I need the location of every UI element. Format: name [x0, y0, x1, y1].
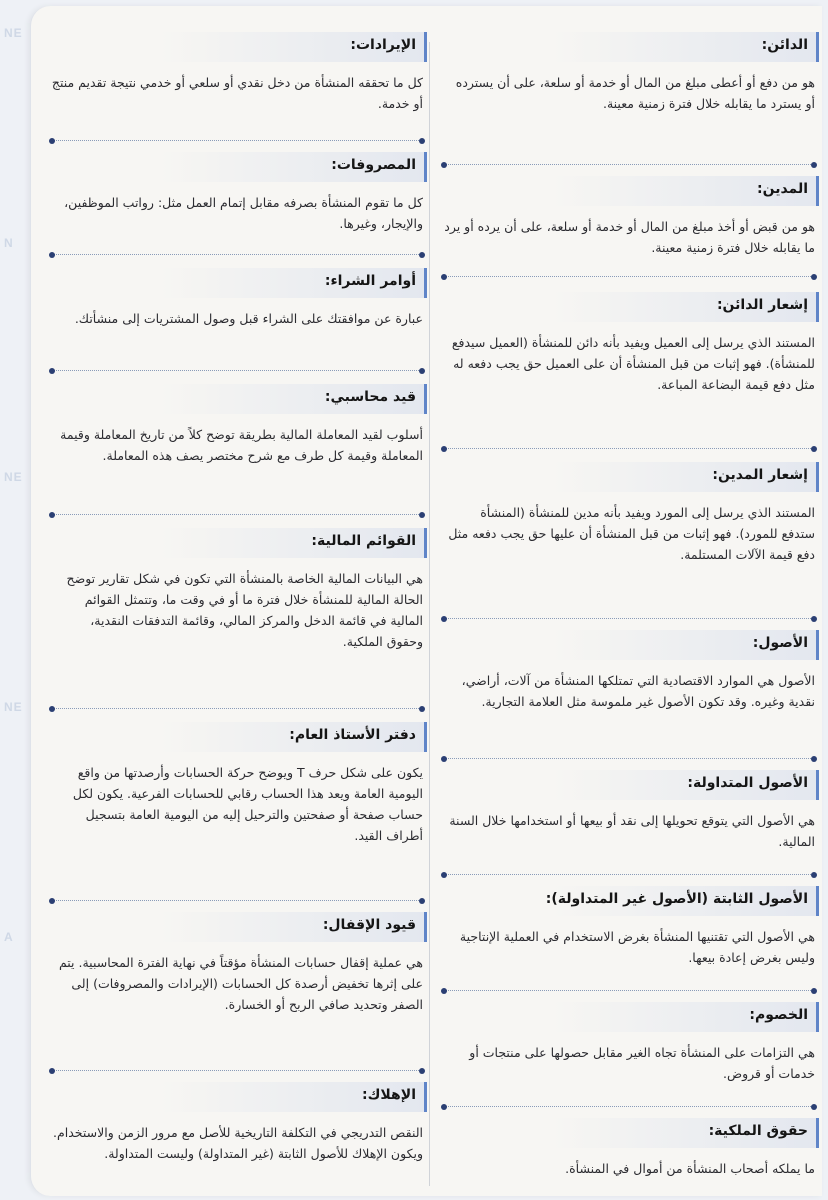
- term-heading: [47, 152, 427, 182]
- glossary-entry-liabilities: [439, 1002, 819, 1112]
- term-title: قيود الإقفال:: [322, 917, 416, 933]
- entry-separator: [443, 758, 815, 759]
- glossary-entry-assets: [439, 630, 819, 764]
- entry-separator: [443, 448, 815, 449]
- term-title: الدائن:: [761, 37, 808, 53]
- term-heading: [439, 630, 819, 660]
- term-heading: [47, 1082, 427, 1112]
- glossary-entry-journal-entry: [47, 384, 427, 520]
- term-definition: هي التزامات على المنشأة تجاه الغير مقابل حصولها على منتجات أو خدمات أو قروض.: [469, 1045, 815, 1081]
- term-definition: هو من دفع أو أعطى مبلغ من المال أو خدمة أو سلعة، على أن يسترده أو يسترد ما يقابله خلال فترة زمنية معينة.: [455, 75, 815, 111]
- term-title: المصروفات:: [331, 157, 416, 173]
- term-heading: [439, 886, 819, 916]
- term-definition: النقص التدريجي في التكلفة التاريخية للأصل مع مرور الزمن والاستخدام. ويكون الإهلاك للأصول الثابتة (غير المتداولة) وليست المتداولة.: [53, 1125, 423, 1161]
- term-definition: ما يملكه أصحاب المنشأة من أموال في المنشأة.: [565, 1161, 815, 1176]
- term-heading: [439, 292, 819, 322]
- term-definition: الأصول هي الموارد الاقتصادية التي تمتلكها المنشأة من آلات، أراضي، نقدية وغيره. وقد تكون الأصول غير ملموسة مثل العلامة التجارية.: [461, 673, 815, 709]
- entry-separator: [443, 618, 815, 619]
- entry-separator: [51, 900, 423, 901]
- term-definition: عبارة عن موافقتك على الشراء قبل وصول المشتريات إلى منشأتك.: [74, 311, 423, 326]
- term-title: دفتر الأستاذ العام:: [289, 727, 416, 743]
- term-definition: هي الأصول التي تقتنيها المنشأة بغرض الاستخدام في العملية الإنتاجية وليس بغرض إعادة بيعها.: [459, 929, 815, 965]
- term-definition: هو من قبض أو أخذ مبلغ من المال أو خدمة أو سلعة، على أن يرده أو يرد ما يقابله خلال فترة زمنية معينة.: [444, 219, 815, 255]
- watermark-mark: N: [4, 236, 14, 250]
- watermark-mark: NE: [4, 470, 23, 484]
- glossary-entry-expenses: [47, 152, 427, 260]
- term-heading: [47, 722, 427, 752]
- term-definition: هي البيانات المالية الخاصة بالمنشأة التي تكون في شكل تقارير توضح الحالة المالية للمنشأة خلال فترة ما أو في وقت ما، وتتمثل القوائم المالية في قائمة الدخل والمركز المالي، وقائمة التدفقات النقدية، وحقوق الملكية.: [66, 571, 423, 649]
- glossary-entry-creditor: [439, 32, 819, 172]
- glossary-entry-debtor: [439, 176, 819, 284]
- term-definition: هي عملية إقفال حسابات المنشأة مؤقتاً في نهاية الفترة المحاسبية. يتم على إثرها تخفيض أرصدة كل الحسابات (الإيرادات والمصروفات) إلى الصفر وتحديد صافي الربح أو الخسارة.: [58, 955, 423, 1012]
- term-title: الأصول المتداولة:: [687, 775, 808, 791]
- term-heading: [47, 268, 427, 298]
- entry-separator: [51, 1070, 423, 1071]
- term-definition: أسلوب لقيد المعاملة المالية بطريقة توضح كلاً من تاريخ المعاملة وقيمة المعاملة وقيمة كل طرف مع شرح مختصر يصف هذه المعاملة.: [60, 427, 423, 463]
- glossary-sheet: [30, 6, 822, 1196]
- term-heading: [47, 384, 427, 414]
- term-title: إشعار المدين:: [712, 467, 808, 483]
- term-definition: يكون على شكل حرف T ويوضح حركة الحسابات وأرصدتها من واقع اليومية العامة ويعد هذا الحساب رقابي للحسابات الفرعية. يكون لكل حساب صفحة أو صفحتين والترحيل إليه من اليومية العامة بتسجيل أطراف القيد.: [72, 765, 423, 843]
- term-definition: هي الأصول التي يتوقع تحويلها إلى نقد أو بيعها أو استخدامها خلال السنة المالية.: [449, 813, 815, 849]
- entry-separator: [443, 874, 815, 875]
- term-title: الخصوم:: [749, 1007, 808, 1023]
- entry-separator: [443, 990, 815, 991]
- entry-separator: [51, 254, 423, 255]
- glossary-entry-depreciation: [47, 1082, 427, 1194]
- entry-separator: [443, 1106, 815, 1107]
- entry-separator: [51, 140, 423, 141]
- watermark-mark: NE: [4, 26, 23, 40]
- term-heading: [439, 176, 819, 206]
- glossary-entry-purchase-orders: [47, 268, 427, 376]
- term-definition: المستند الذي يرسل إلى العميل ويفيد بأنه دائن للمنشأة (العميل سيدفع للمنشأة). فهو إثبات من قبل المنشأة أن على العميل حق يجب دفعه له مثل دفع قيمة البضاعة المباعة.: [451, 335, 815, 392]
- term-definition: المستند الذي يرسل إلى المورد ويفيد بأنه مدين للمنشأة (المنشأة ستدفع للمورد). فهو إثبات من قبل المنشأة أن عليها حق يجب دفعه مثل دفع قيمة الآلات المستلمة.: [448, 505, 815, 562]
- term-title: الإيرادات:: [350, 37, 416, 53]
- column-divider: [429, 42, 430, 1186]
- term-title: الأصول:: [752, 635, 808, 651]
- term-heading: [47, 912, 427, 942]
- term-title: القوائم المالية:: [311, 533, 416, 549]
- watermark-mark: A: [4, 930, 14, 944]
- glossary-entry-revenues: [47, 32, 427, 146]
- term-heading: [439, 462, 819, 492]
- glossary-entry-closing-entries: [47, 912, 427, 1076]
- term-definition: كل ما تحققه المنشأة من دخل نقدي أو سلعي أو خدمي نتيجة تقديم منتج أو خدمة.: [51, 75, 423, 111]
- term-heading: [439, 770, 819, 800]
- entry-separator: [51, 370, 423, 371]
- glossary-entry-equity: [439, 1118, 819, 1194]
- term-title: الأصول الثابتة (الأصول غير المتداولة):: [545, 891, 808, 907]
- term-heading: [47, 528, 427, 558]
- term-title: حقوق الملكية:: [708, 1123, 808, 1139]
- glossary-entry-current-assets: [439, 770, 819, 880]
- entry-separator: [51, 514, 423, 515]
- term-title: إشعار الدائن:: [716, 297, 808, 313]
- term-heading: [47, 32, 427, 62]
- entry-separator: [443, 164, 815, 165]
- glossary-entry-financial-statements: [47, 528, 427, 714]
- watermark-mark: NE: [4, 700, 23, 714]
- term-definition: كل ما تقوم المنشأة بصرفه مقابل إتمام العمل مثل: رواتب الموظفين، والإيجار، وغيرها.: [64, 195, 423, 231]
- term-heading: [439, 1118, 819, 1148]
- term-heading: [439, 32, 819, 62]
- term-title: المدين:: [757, 181, 808, 197]
- entry-separator: [443, 276, 815, 277]
- entry-separator: [51, 708, 423, 709]
- glossary-entry-debit-note: [439, 462, 819, 624]
- glossary-entry-fixed-assets: [439, 886, 819, 996]
- glossary-entry-credit-note: [439, 292, 819, 454]
- glossary-entry-general-ledger: [47, 722, 427, 906]
- term-title: قيد محاسبي:: [324, 389, 416, 405]
- term-title: الإهلاك:: [362, 1087, 416, 1103]
- term-title: أوامر الشراء:: [324, 273, 416, 289]
- term-heading: [439, 1002, 819, 1032]
